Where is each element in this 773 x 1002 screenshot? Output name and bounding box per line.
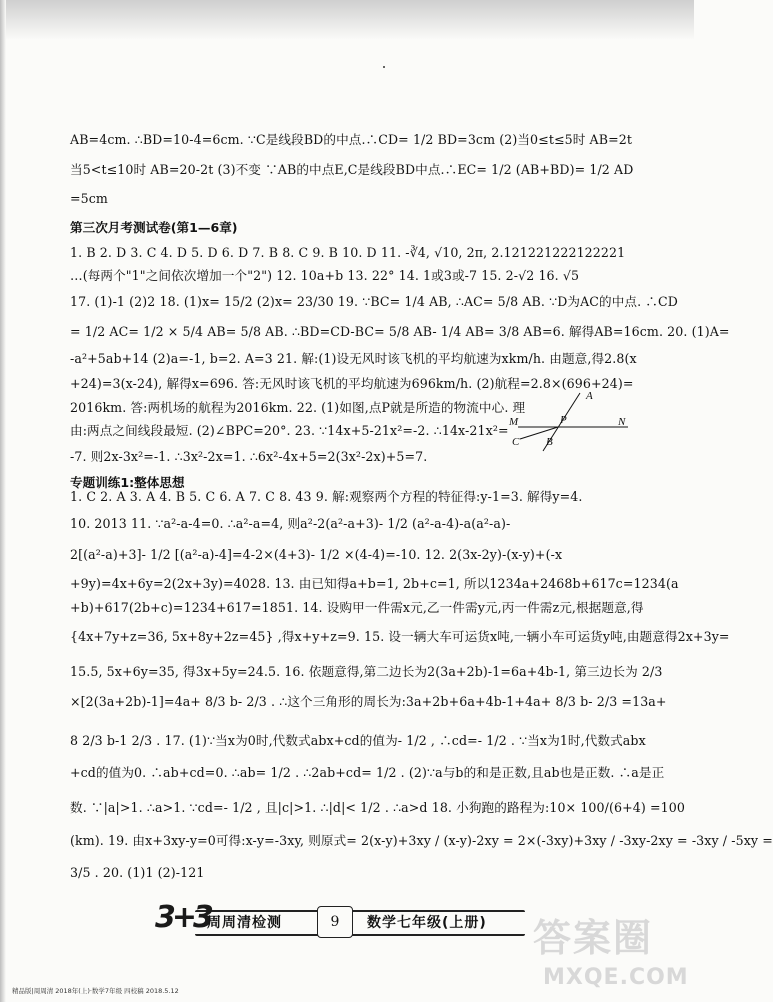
answer-line: +b)+617(2b+c)=1234+617=1851. 14. 设购甲一件需x元,乙一件需y元,丙一件需z元,根据题意,得 bbox=[70, 600, 644, 615]
answer-line: 由:两点之间线段最短. (2)∠BPC=20°. 23. ∵14x+5-21x²=-2. ∴14x-21x²= bbox=[70, 423, 509, 438]
watermark-text: 答案圈 bbox=[533, 916, 654, 960]
intro-line: 当5<t≤10时 AB=20-2t (3)不变 ∵AB的中点E,C是线段BD中点.∴EC= 1/2 (AB+BD)= 1/2 AD bbox=[70, 162, 634, 177]
section-heading: 专题训练1:整体思想 bbox=[70, 475, 185, 490]
label-a: A bbox=[586, 390, 593, 402]
series-title: 周周清检测 bbox=[207, 915, 282, 931]
answer-line: …(每两个"1"之间依次增加一个"2") 12. 10a+b 13. 22° 14. 1或3或-7 15. 2-√2 16. √5 bbox=[70, 268, 580, 283]
print-note: 精品版|周周清 2018年(上)·数学7年级 四校稿 2018.5.12 bbox=[12, 987, 179, 995]
answer-line: (km). 19. 由x+3xy-y=0可得:x-y=-3xy, 则原式= 2(x-y)+3xy / (x-y)-2xy = 2×(-3xy)+3xy / -3xy-2xy = -3xy / -5xy = bbox=[70, 833, 773, 848]
label-c: C bbox=[512, 436, 520, 448]
label-m: M bbox=[509, 416, 519, 428]
answer-line: -7. 则2x-3x²=-1. ∴3x²-2x=1. ∴6x²-4x+5=2(3x²-2x)+5=7. bbox=[70, 449, 428, 464]
answer-line: 2016km. 答:两机场的航程为2016km. 22. (1)如图,点P就是所造的物流中心. 理 bbox=[70, 400, 526, 415]
answer-line: 2[(a²-a)+3]- 1/2 [(a²-a)-4]=4-2×(4+3)- 1/2 ×(4-4)=-10. 12. 2(3x-2y)-(x-y)+(-x bbox=[70, 547, 563, 562]
intro-line: AB=4cm. ∴BD=10-4=6cm. ∵C是线段BD的中点.∴CD= 1/2 BD=3cm (2)当0≤t≤5时 AB=2t bbox=[70, 132, 633, 147]
label-b: B bbox=[546, 436, 553, 448]
section-heading: 第三次月考测试卷(第1—6章) bbox=[70, 220, 238, 235]
answer-line: 3/5 . 20. (1)1 (2)-121 bbox=[70, 865, 205, 880]
series-logo: 3+3 bbox=[155, 900, 210, 935]
label-n: N bbox=[618, 416, 626, 428]
intro-line: =5cm bbox=[70, 191, 108, 206]
answer-line: 10. 2013 11. ∵a²-a-4=0. ∴a²-a=4, 则a²-2(a²-a+3)- 1/2 (a²-a-4)-a(a²-a)- bbox=[70, 516, 511, 531]
scan-shadow-top bbox=[0, 0, 694, 40]
answer-line: 8 2/3 b-1 2/3 . 17. (1)∵当x为0时,代数式abx+cd的值为- 1/2 , ∴cd=- 1/2 . ∵当x为1时,代数式abx bbox=[70, 733, 646, 748]
answer-line: +cd的值为0. ∴ab+cd=0. ∴ab= 1/2 . ∴2ab+cd= 1/2 . (2)∵a与b的和是正数,且ab也是正数. ∴a是正 bbox=[70, 765, 665, 780]
answer-line: 数. ∵|a|>1. ∴a>1. ∵cd=- 1/2 , 且|c|>1. ∴|d|< 1/2 . ∴a>d 18. 小狗跑的路程为:10× 100/(6+4) =100 bbox=[70, 800, 685, 815]
subject-title: 数学七年级(上册) bbox=[367, 915, 487, 931]
label-p: P bbox=[560, 414, 567, 426]
page-footer bbox=[155, 900, 535, 940]
answer-line: ×[2(3a+2b)-1]=4a+ 8/3 b- 2/3 . ∴这个三角形的周长为:3a+2b+6a+4b-1+4a+ 8/3 b- 2/3 =13a+ bbox=[70, 694, 667, 709]
answer-line: 17. (1)-1 (2)2 18. (1)x= 15/2 (2)x= 23/30 19. ∵BC= 1/4 AB, ∴AC= 5/8 AB. ∵D为AC的中点. ∴CD bbox=[70, 294, 678, 309]
answer-line: {4x+7y+z=36, 5x+8y+2z=45} ,得x+y+z=9. 15. 设一辆大车可运货x吨,一辆小车可运货y吨,由题意得2x+3y= bbox=[70, 629, 730, 644]
page-number: 9 bbox=[317, 906, 353, 938]
watermark-url: MXQE.COM bbox=[543, 965, 689, 990]
scan-shadow-left bbox=[0, 0, 6, 1002]
answer-line: -a²+5ab+14 (2)a=-1, b=2. A=3 21. 解:(1)设无风时该飞机的平均航速为xkm/h. 由题意,得2.8(x bbox=[70, 351, 637, 366]
answer-line: 15.5, 5x+6y=35, 得3x+5y=24.5. 16. 依题意得,第二边长为2(3a+2b)-1=6a+4b-1, 第三边长为 2/3 bbox=[70, 664, 663, 679]
answer-line: +24)=3(x-24), 解得x=696. 答:无风时该飞机的平均航速为696km/h. (2)航程=2.8×(696+24)= bbox=[70, 376, 634, 391]
watermark bbox=[525, 915, 689, 999]
answer-line: +9y)=4x+6y=2(2x+3y)=4028. 13. 由已知得a+b=1, 2b+c=1, 所以1234a+2468b+617c=1234(a bbox=[70, 576, 679, 591]
geometry-figure bbox=[508, 387, 628, 453]
answer-line: 1. C 2. A 3. A 4. B 5. C 6. A 7. C 8. 43 9. 解:观察两个方程的特征得:y-1=3. 解得y=4. bbox=[70, 489, 583, 504]
answer-line: = 1/2 AC= 1/2 × 5/4 AB= 5/8 AB. ∴BD=CD-BC= 5/8 AB- 1/4 AB= 3/8 AB=6. 解得AB=16cm. 20. (1)A= bbox=[70, 324, 730, 339]
answer-line: 1. B 2. D 3. C 4. D 5. D 6. D 7. B 8. C 9. B 10. D 11. -∛4, √10, 2π, 2.121221222122221 bbox=[70, 245, 626, 260]
speck bbox=[383, 66, 385, 68]
